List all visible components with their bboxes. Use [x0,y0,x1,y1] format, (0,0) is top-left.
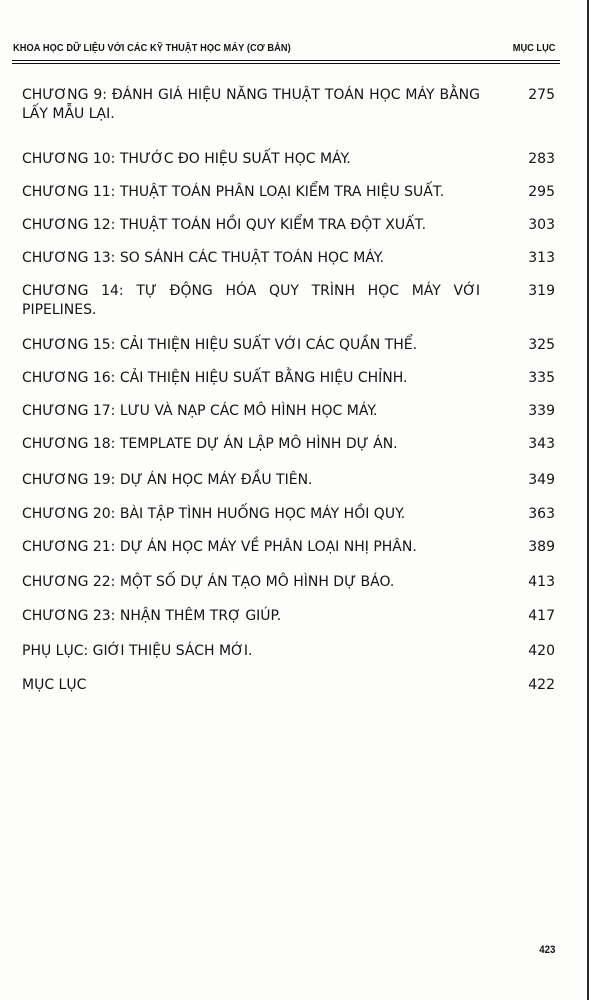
toc-entry[interactable] [22,150,555,169]
toc-entry-title: CHƯƠNG 17: LƯU VÀ NẠP CÁC MÔ HÌNH HỌC MÁY. [22,403,378,419]
toc-entry-page: 303 [528,217,555,233]
toc-entry[interactable] [22,435,555,454]
toc-entry-page: 422 [528,677,555,693]
toc-entry-title: CHƯƠNG 18: TEMPLATE DỰ ÁN LẬP MÔ HÌNH DỰ ÁN. [22,436,398,452]
toc-entry-title: CHƯƠNG 10: THƯỚC ĐO HIỆU SUẤT HỌC MÁY. [22,151,351,167]
toc-entry-page: 363 [528,506,555,522]
toc-entry-title: CHƯƠNG 11: THUẬT TOÁN PHÂN LOẠI KIỂM TRA HIỆU SUẤT. [22,184,445,200]
toc-entry-title: CHƯƠNG 23: NHẬN THÊM TRỢ GIÚP. [22,608,282,624]
toc-entry[interactable] [22,607,555,626]
toc-entry-title: CHƯƠNG 9: ĐÁNH GIÁ HIỆU NĂNG THUẬT TOÁN HỌC MÁY BẰNG LẤY MẪU LẠI. [22,87,480,122]
toc-entry-page: 343 [528,436,555,452]
header-rule-thin [12,63,560,64]
toc-entry-title: CHƯƠNG 15: CẢI THIỆN HIỆU SUẤT VỚI CÁC QUẦN THỂ. [22,337,418,353]
toc-entry[interactable] [22,471,555,490]
toc-entry[interactable] [22,505,555,524]
toc-entry-page: 275 [528,87,555,103]
toc-entry-page: 349 [528,472,555,488]
toc-entry-title: CHƯƠNG 21: DỰ ÁN HỌC MÁY VỀ PHÂN LOẠI NHỊ PHÂN. [22,539,417,555]
toc-entry-page: 335 [528,370,555,386]
toc-entry-title: MỤC LỤC [22,677,87,693]
toc-entry[interactable] [22,86,555,124]
toc-entry-page: 339 [528,403,555,419]
toc-entry[interactable] [22,538,555,557]
toc-entry[interactable] [22,369,555,388]
toc-entry-page: 420 [528,643,555,659]
toc-entry[interactable] [22,249,555,268]
toc-entry-title: CHƯƠNG 16: CẢI THIỆN HIỆU SUẤT BẰNG HIỆU CHỈNH. [22,370,408,386]
page-edge [587,0,589,1000]
running-head-section: MỤC LỤC [512,42,555,54]
toc-entry[interactable] [22,402,555,421]
toc-entry[interactable] [22,183,555,202]
toc-entry-page: 325 [528,337,555,353]
page-number: 423 [538,944,555,956]
toc-entry-title: PHỤ LỤC: GIỚI THIỆU SÁCH MỚI. [22,643,253,659]
toc-entry-page: 417 [528,608,555,624]
toc-entry-title: CHƯƠNG 20: BÀI TẬP TÌNH HUỐNG HỌC MÁY HỒI QUY. [22,506,406,522]
toc-entry-title: CHƯƠNG 22: MỘT SỐ DỰ ÁN TẠO MÔ HÌNH DỰ BÁO. [22,574,395,590]
toc-entry-page: 413 [528,574,555,590]
toc-entry-page: 295 [528,184,555,200]
toc-entry-title: CHƯƠNG 19: DỰ ÁN HỌC MÁY ĐẦU TIÊN. [22,472,313,488]
toc-entry-page: 389 [528,539,555,555]
toc-entry-title: CHƯƠNG 12: THUẬT TOÁN HỒI QUY KIỂM TRA ĐỘT XUẤT. [22,217,427,233]
toc-entry[interactable] [22,282,555,320]
toc-entry-page: 313 [528,250,555,266]
toc-entry-page: 319 [528,283,555,299]
toc-entry-title: CHƯƠNG 14: TỰ ĐỘNG HÓA QUY TRÌNH HỌC MÁY VỚI PIPELINES. [22,283,480,318]
toc-entry[interactable] [22,336,555,355]
page-right-margin [589,0,615,1000]
toc-entry[interactable] [22,573,555,592]
toc-entry-title: CHƯƠNG 13: SO SÁNH CÁC THUẬT TOÁN HỌC MÁY. [22,250,384,266]
running-head-title: KHOA HỌC DỮ LIỆU VỚI CÁC KỸ THUẬT HỌC MÁY (CƠ BẢN) [13,42,291,54]
toc-entry[interactable] [22,642,555,661]
header-rule [12,60,560,61]
toc-entry-page: 283 [528,151,555,167]
toc-entry[interactable] [22,216,555,235]
toc-entry[interactable] [22,676,555,695]
